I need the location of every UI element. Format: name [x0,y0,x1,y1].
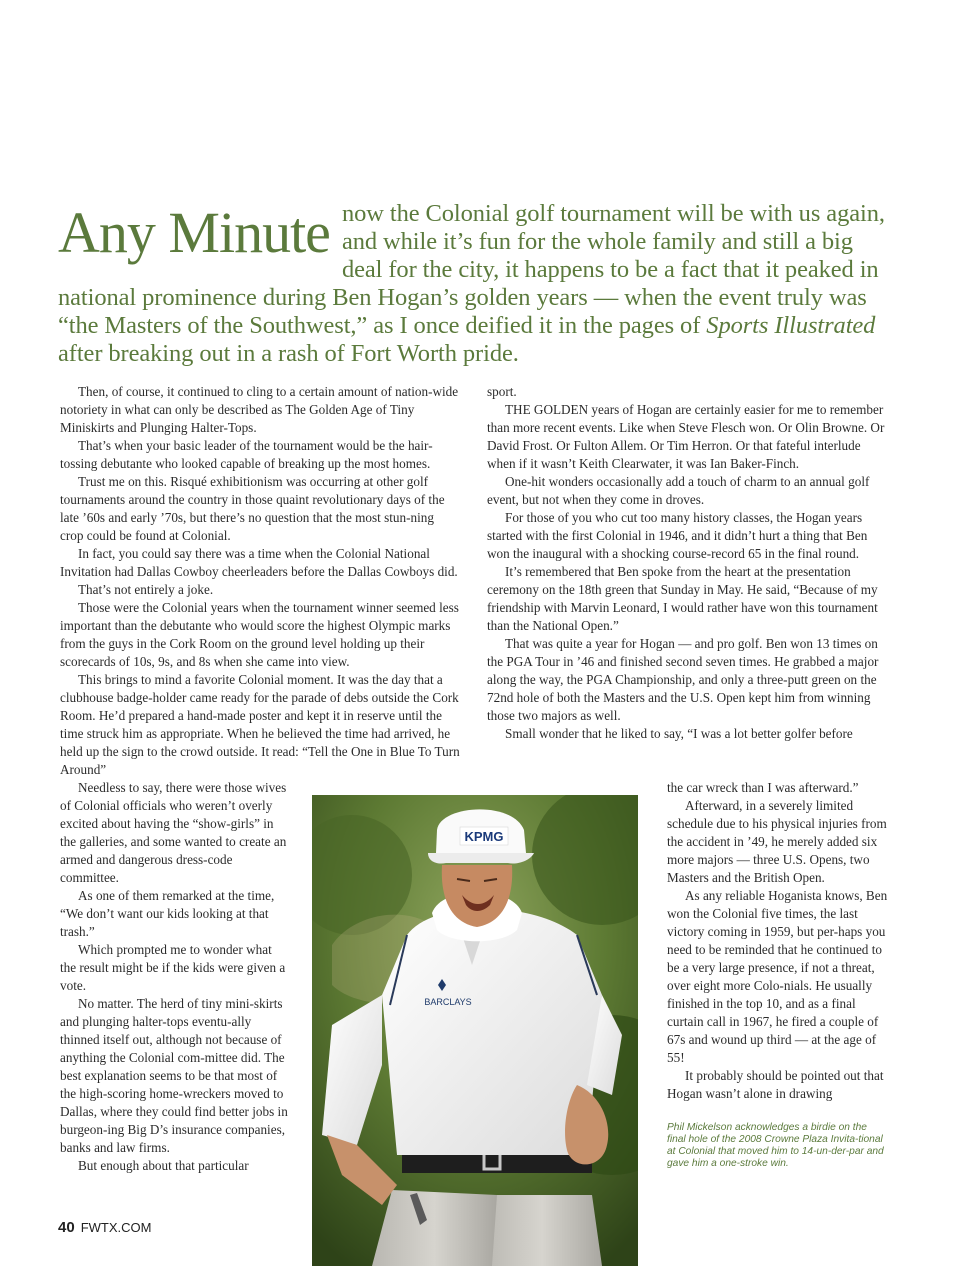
cap-logo-text: KPMG [464,829,504,844]
paragraph: the car wreck than I was afterward.” [667,780,859,795]
headline-text-end: after breaking out in a rash of Fort Worth pride. [58,340,519,367]
golfer-photo [312,795,638,1266]
paragraph: In fact, you could say there was a time when the Colonial National Invitation had Dallas Cowboy cheerleaders before the Dallas Cowboys did. [60,546,458,579]
paragraph: As any reliable Hoganista knows, Ben won the Colonial five times, the last victory coming in 1959, but per-haps you need to be reminded that he continued to be a very large presence, if not a threat, over eight more Colo-nials. He usually finished in the top 10, and as a final curtain call in 1967, he fired a couple of 67s and wound up third — at the age of 55! [667,888,888,1065]
paragraph: It’s remembered that Ben spoke from the heart at the presentation ceremony on the 18th green that Sunday in May. He said, “Because of my friendship with Marvin Leonard, I would rather have won this tournament than the National Open.” [487,564,878,633]
paragraph: No matter. The herd of tiny mini-skirts and plunging halter-tops eventu-ally thinned itself out, although not because of anything the Colonial com-mittee did. The best explanation seems to be that most of the high-scoring home-wreckers moved to Dallas, where they could find better jobs in burgeon-ing Big D’s insurance companies, banks and law firms. [60,996,288,1155]
paragraph: But enough about that particular [78,1158,249,1173]
paragraph: Afterward, in a severely limited schedule due to his physical injuries from the accident in ’49, he merely added six more majors — three U.S. Opens, two Masters and the British Open. [667,798,887,885]
shirt-logo-text: BARCLAYS [424,997,472,1007]
paragraph: As one of them remarked at the time, “We don’t want our kids looking at that trash.” [60,888,275,939]
paragraph: One-hit wonders occasionally add a touch of charm to an annual golf event, but not when they come in droves. [487,474,870,507]
paragraph: Then, of course, it continued to cling to a certain amount of nation-wide notoriety in what can only be described as The Golden Age of Tiny Miniskirts and Plunging Halter-Tops. [60,384,459,435]
paragraph: Those were the Colonial years when the tournament winner seemed less important than the debutante who would score the highest Olympic marks from the guys in the Cork Room on the ground level holding up their scorecards of 10s, 9s, and 8s when she came into view. [60,600,459,669]
paragraph: For those of you who cut too many history classes, the Hogan years started with the first Colonial in 1946, and it didn’t hurt a thing that Ben won the inaugural with a shocking course-record 65 in the final round. [487,510,868,561]
column-2-lower [667,779,889,1103]
paragraph: This brings to mind a favorite Colonial moment. It was the day that a clubhouse badge-holder came ready for the parade of debs outside the Cork Room. He’d prepared a hand-made poster and kept it in reserve until the time struck him as appropriate. When he believed the time had arrived, he held up the sign to the crowd outside. It read: “Tell the One in Blue To Turn Around” [60,672,460,777]
page-number: 40 [58,1219,75,1236]
paragraph: That’s not entirely a joke. [78,582,214,597]
folio [58,1219,151,1236]
paragraph: sport. [487,384,517,399]
paragraph: That was quite a year for Hogan — and pro golf. Ben won 13 times on the PGA Tour in ’46 and finished second seven times. He grabbed a major along the way, the PGA Championship, and only a three-putt green on the 72nd hole of both the Masters and the U.S. Open kept him from winning those two majors as well. [487,636,879,723]
headline-publication: Sports Illustrated [706,312,876,339]
headline-dropcap: Any Minute [58,200,330,265]
photo-caption: Phil Mickelson acknowledges a birdie on the final hole of the 2008 Crowne Plaza Invita-tional at Colonial that moved him to 14-un-der-par and gave him a one-stroke win. [667,1122,884,1169]
headline [58,200,898,368]
paragraph: Trust me on this. Risqué exhibitionism was occurring at other golf tournaments around the country in those quaint revolutionary days of the late ’60s and early ’70s, but there’s no question that the most stun-ning crop could be found at Colonial. [60,474,445,543]
golfer-illustration [312,795,638,1266]
paragraph: Which prompted me to wonder what the result might be if the kids were given a vote. [60,942,286,993]
paragraph: THE GOLDEN years of Hogan are certainly easier for me to remember than more recent events. Like when Steve Flesch won. Or Olin Browne. Or David Frost. Or Fulton Allem. Or Tim Herron. Or that fateful interlude when if it wasn’t Keith Clearwater, it was Ian Baker-Finch. [487,402,885,471]
column-2 [487,383,887,743]
paragraph: It probably should be pointed out that Hogan wasn’t alone in drawing [667,1068,884,1101]
headline-text: now the Colonial golf tournament will be with us again, and while it’s fun for the whole family and still a big deal for the city, it happens to be a fact that it peaked in national prominence during Ben Hogan’s golden years — when the event truly was “the Masters of the Southwest,” as I once deified it in the pages of [58,200,885,339]
paragraph: Needless to say, there were those wives of Colonial officials who weren’t overly excited about having the “show-girls” in the galleries, and some wanted to create an armed and dangerous dress-code committee. [60,780,287,885]
column-1-lower [60,779,288,1175]
paragraph: That’s when your basic leader of the tournament would be the hair-tossing debutante who looked capable of breaking up the most homes. [60,438,433,471]
column-1 [60,383,460,779]
site-name: FWTX.COM [80,1220,152,1235]
paragraph: Small wonder that he liked to say, “I was a lot better golfer before [505,726,853,741]
